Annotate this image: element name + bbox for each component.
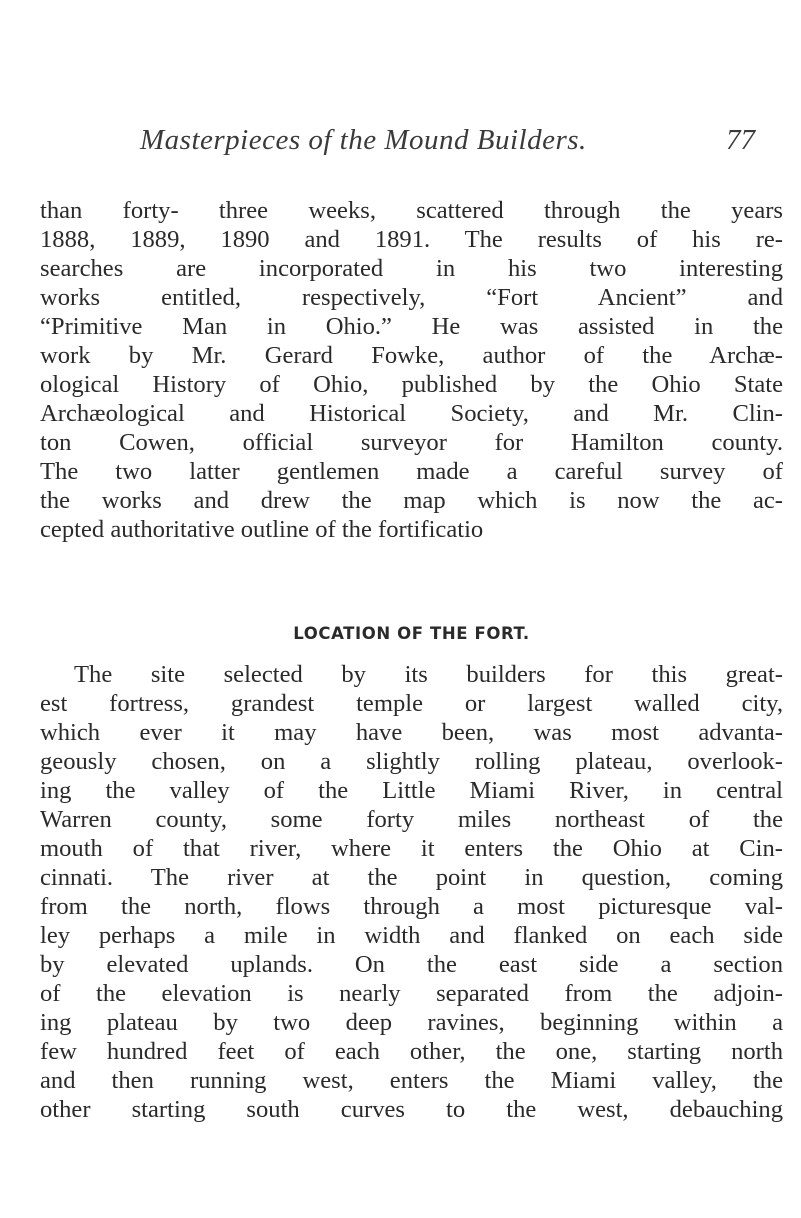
text-line: Warren county, some forty miles northeast of the: [40, 806, 783, 833]
text-line: mouth of that river, where it enters the Ohio at Cin-: [40, 835, 783, 862]
text-line: est fortress, grandest temple or largest walled city,: [40, 690, 783, 717]
text-line: other starting south curves to the west, debauching: [40, 1096, 783, 1123]
text-line: and then running west, enters the Miami valley, the: [40, 1067, 783, 1094]
text-line: ological History of Ohio, published by the Ohio State: [40, 371, 783, 398]
text-line: geously chosen, on a slightly rolling plateau, overlook-: [40, 748, 783, 775]
text-line: of the elevation is nearly separated from the adjoin-: [40, 980, 783, 1007]
paragraph-2: [40, 660, 783, 1124]
page-number: 77: [726, 124, 755, 156]
text-line: work by Mr. Gerard Fowke, author of the Archæ-: [40, 342, 783, 369]
section-heading: LOCATION OF THE FORT.: [293, 624, 530, 643]
text-line: 1888, 1889, 1890 and 1891. The results of his re-: [40, 226, 783, 253]
text-line: than forty- three weeks, scattered through the years: [40, 197, 783, 224]
text-line: Archæological and Historical Society, and Mr. Clin-: [40, 400, 783, 427]
text-line: which ever it may have been, was most advanta-: [40, 719, 783, 746]
text-line: The site selected by its builders for this great-: [74, 661, 783, 688]
running-head: [40, 124, 755, 164]
text-line: from the north, flows through a most picturesque val-: [40, 893, 783, 920]
text-line: the works and drew the map which is now the ac-: [40, 487, 783, 514]
text-line: ley perhaps a mile in width and flanked on each side: [40, 922, 783, 949]
text-line: ton Cowen, official surveyor for Hamilton county.: [40, 429, 783, 456]
text-line: ing plateau by two deep ravines, beginning within a: [40, 1009, 783, 1036]
text-line: “Primitive Man in Ohio.” He was assisted in the: [40, 313, 783, 340]
text-line: by elevated uplands. On the east side a section: [40, 951, 783, 978]
text-line: cepted authoritative outline of the fortificatio: [40, 516, 484, 543]
text-line: The two latter gentlemen made a careful survey of: [40, 458, 783, 485]
running-title: Masterpieces of the Mound Builders.: [140, 124, 587, 156]
text-line: ing the valley of the Little Miami River, in central: [40, 777, 783, 804]
text-line: cinnati. The river at the point in question, coming: [40, 864, 783, 891]
text-line: works entitled, respectively, “Fort Ancient” and: [40, 284, 783, 311]
text-line: searches are incorporated in his two interesting: [40, 255, 783, 282]
text-line: few hundred feet of each other, the one, starting north: [40, 1038, 783, 1065]
paragraph-1: [40, 196, 783, 544]
